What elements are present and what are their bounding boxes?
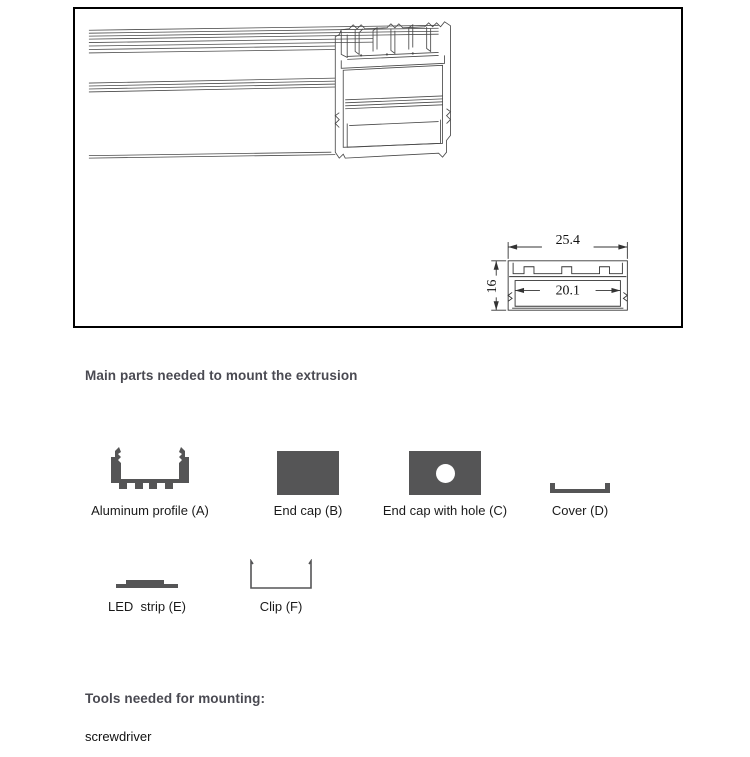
part-item-cover [525, 437, 635, 518]
part-label-led-strip: LED strip (E) [107, 599, 186, 614]
led-strip-icon [83, 565, 211, 591]
main-parts-heading: Main parts needed to mount the extrusion [85, 368, 358, 383]
profile-cross-section-glyph [107, 445, 193, 495]
part-label-aluminum-profile: Aluminum profile (A) [91, 503, 209, 518]
cap-hole-glyph [436, 464, 455, 483]
end-cap-with-hole-glyph [409, 451, 481, 495]
part-label-clip: Clip (F) [259, 599, 303, 614]
clip-glyph [248, 559, 314, 591]
part-item-aluminum-profile [83, 437, 217, 518]
extrusion-isometric-view [89, 25, 439, 158]
dimensioned-cross-section [488, 239, 627, 310]
cover-strip-icon [525, 437, 635, 495]
tool-item-screwdriver: screwdriver [85, 729, 152, 744]
dimension-height: 16 [484, 279, 500, 294]
technical-drawing-frame [73, 7, 683, 328]
part-label-cover: Cover (D) [551, 503, 609, 518]
led-strip-glyph [116, 579, 178, 591]
extrusion-technical-drawing [75, 9, 681, 326]
part-item-clip [222, 565, 340, 614]
cover-strip-glyph [548, 481, 612, 495]
part-item-end-cap-with-hole [372, 437, 518, 518]
dimension-outer-width: 25.4 [555, 232, 580, 248]
part-label-end-cap-with-hole: End cap with hole (C) [382, 503, 508, 518]
dimension-inner-width: 20.1 [555, 282, 580, 298]
end-cap-with-hole-icon [372, 437, 518, 495]
part-item-end-cap [245, 437, 371, 518]
profile-cross-section-icon [83, 437, 217, 495]
part-label-end-cap: End cap (B) [273, 503, 343, 518]
end-cap-glyph [277, 451, 339, 495]
tools-heading: Tools needed for mounting: [85, 691, 266, 706]
clip-icon [222, 565, 340, 591]
part-item-led-strip [83, 565, 211, 614]
end-cap-icon [245, 437, 371, 495]
